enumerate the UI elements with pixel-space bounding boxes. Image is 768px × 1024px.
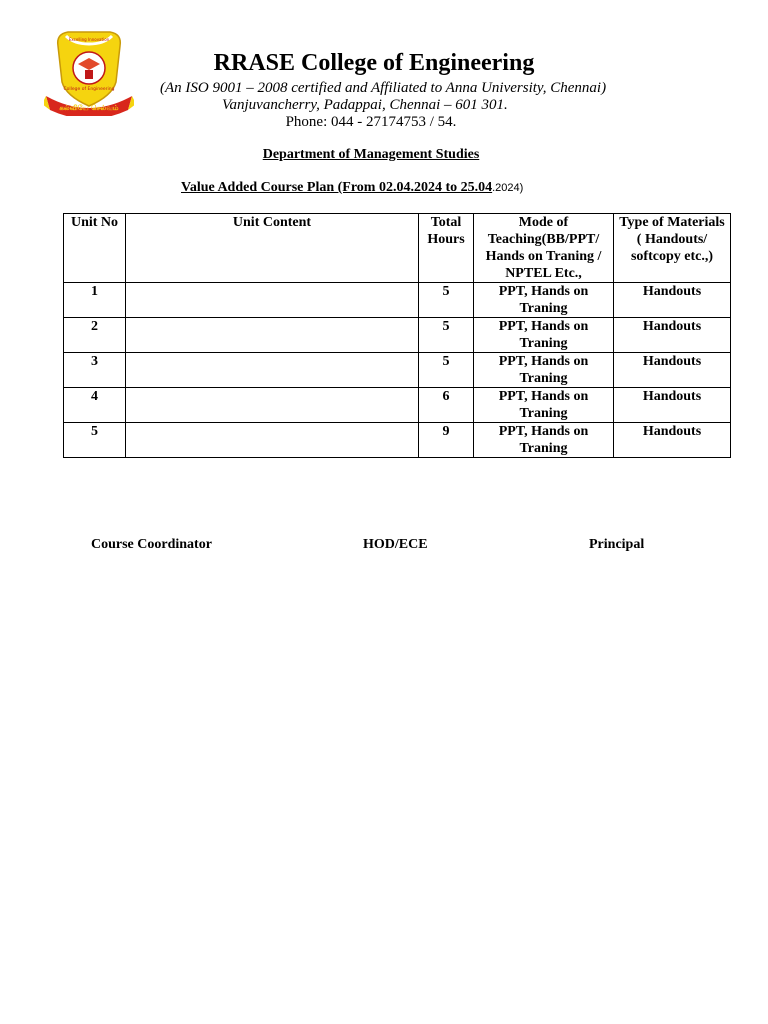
cell-total-hours: 9	[419, 423, 474, 458]
course-coordinator-signature: Course Coordinator	[91, 537, 212, 552]
hod-signature: HOD/ECE	[363, 537, 428, 552]
table-row	[64, 423, 731, 458]
header-total-hours: Total Hours	[419, 214, 474, 283]
cell-total-hours: 5	[419, 353, 474, 388]
cell-mode-of-teaching: PPT, Hands on Traning	[474, 283, 614, 318]
table-header-row	[64, 214, 731, 283]
table-row	[64, 388, 731, 423]
cell-unit-no: 4	[64, 388, 126, 423]
cell-mode-of-teaching: PPT, Hands on Traning	[474, 423, 614, 458]
cell-total-hours: 6	[419, 388, 474, 423]
table-row	[64, 283, 731, 318]
iso-affiliation-line: (An ISO 9001 – 2008 certified and Affiliated to Anna University, Chennai)	[160, 80, 607, 96]
cell-type-of-materials: Handouts	[614, 388, 731, 423]
table-row	[64, 318, 731, 353]
cell-unit-content	[126, 423, 419, 458]
cell-unit-no: 5	[64, 423, 126, 458]
cell-type-of-materials: Handouts	[614, 283, 731, 318]
header-unit-content: Unit Content	[126, 214, 419, 283]
cell-total-hours: 5	[419, 283, 474, 318]
college-address: Vanjuvancherry, Padappai, Chennai – 601 301.	[222, 97, 508, 113]
cell-unit-content	[126, 388, 419, 423]
course-plan-title-main: Value Added Course Plan (From 02.04.2024 to 25.04	[181, 180, 493, 195]
cell-total-hours: 5	[419, 318, 474, 353]
cell-mode-of-teaching: PPT, Hands on Traning	[474, 353, 614, 388]
svg-text:கல்வியே செல்வம்: கல்வியே செல்வம்	[59, 104, 119, 112]
cell-unit-content	[126, 318, 419, 353]
cell-unit-content	[126, 353, 419, 388]
cell-type-of-materials: Handouts	[614, 423, 731, 458]
cell-unit-no: 2	[64, 318, 126, 353]
header-mode-of-teaching: Mode of Teaching(BB/PPT/ Hands on Traning / NPTEL Etc.,	[474, 214, 614, 283]
header-unit-no: Unit No	[64, 214, 126, 283]
table-row	[64, 353, 731, 388]
cell-unit-no: 1	[64, 283, 126, 318]
college-phone: Phone: 044 - 27174753 / 54.	[285, 114, 457, 130]
cell-mode-of-teaching: PPT, Hands on Traning	[474, 388, 614, 423]
course-plan-table	[63, 213, 731, 458]
principal-signature: Principal	[589, 537, 645, 552]
cell-type-of-materials: Handouts	[614, 318, 731, 353]
department-title: Department of Management Studies	[262, 147, 480, 162]
course-plan-title	[181, 180, 523, 196]
svg-text:College of Engineering: College of Engineering	[63, 87, 115, 92]
svg-text:Excelling Innovation: Excelling Innovation	[68, 37, 110, 42]
cell-unit-content	[126, 283, 419, 318]
cell-mode-of-teaching: PPT, Hands on Traning	[474, 318, 614, 353]
cell-type-of-materials: Handouts	[614, 353, 731, 388]
college-name: RRASE College of Engineering	[213, 50, 535, 76]
header-type-of-materials: Type of Materials ( Handouts/ softcopy etc.,)	[614, 214, 731, 283]
cell-unit-no: 3	[64, 353, 126, 388]
course-plan-title-tail: .2024)	[492, 182, 524, 194]
